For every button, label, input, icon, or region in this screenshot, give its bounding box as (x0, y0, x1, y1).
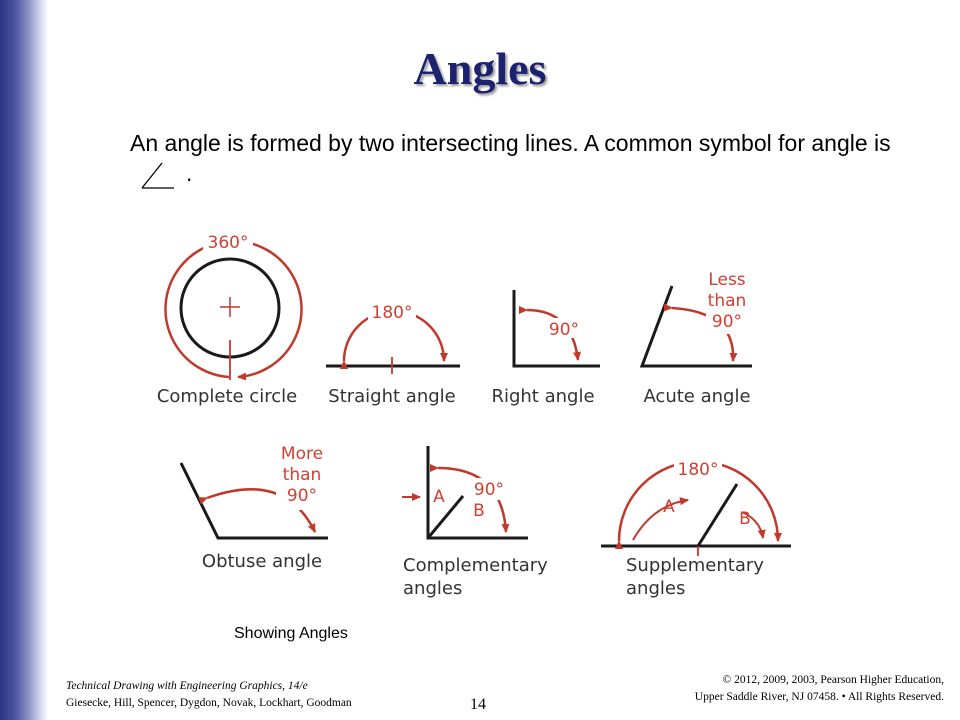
label-360: 360° (207, 233, 249, 253)
footer-copyright (695, 672, 944, 706)
label-complete-circle: Complete circle (156, 386, 298, 407)
label-180-supplementary: 180° (677, 460, 719, 480)
label-straight-angle: Straight angle (328, 386, 456, 407)
obtuse-angle-figure (181, 442, 328, 572)
straight-angle-figure (326, 300, 460, 407)
label-supplementary-2: angles (626, 578, 686, 599)
label-90-right: 90° (548, 320, 580, 340)
label-less: Less (708, 270, 746, 290)
footer-book-title: Technical Drawing with Engineering Graphics, 14/e (66, 680, 308, 692)
supplementary-divider (698, 484, 737, 546)
footer-copyright-line1: © 2012, 2009, 2003, Pearson Higher Education, (722, 674, 944, 686)
label-obtuse-angle: Obtuse angle (201, 551, 323, 572)
label-than-obtuse: than (282, 465, 322, 485)
label-acute-angle: Acute angle (643, 386, 751, 407)
label-complementary-1: Complementary (403, 555, 548, 576)
acute-angle-figure (642, 268, 752, 407)
label-a-complementary: A (433, 487, 445, 507)
label-90-acute: 90° (711, 312, 743, 332)
label-a-supplementary: A (663, 497, 675, 517)
figure-caption: Showing Angles (234, 625, 348, 642)
label-180: 180° (371, 303, 413, 323)
label-supplementary-1: Supplementary (626, 555, 764, 576)
supplementary-arc-a (633, 500, 688, 540)
page-number: 14 (470, 696, 486, 713)
footer-book-info (66, 678, 352, 712)
label-more: More (280, 444, 324, 464)
label-complementary-2: angles (403, 578, 463, 599)
complementary-angles-figure (402, 446, 548, 599)
slide-title: Angles (413, 43, 547, 94)
intro-text-end: . (186, 160, 193, 186)
label-b-supplementary: B (739, 509, 751, 529)
label-right-angle: Right angle (491, 386, 595, 407)
label-b-complementary: B (473, 501, 485, 521)
right-angle-figure (491, 290, 600, 407)
footer-authors: Giesecke, Hill, Spencer, Dygdon, Novak, Lockhart, Goodman (66, 697, 352, 709)
label-than-acute: than (707, 291, 747, 311)
label-90-complementary: 90° (473, 480, 505, 500)
intro-text-main: An angle is formed by two intersecting lines. A common symbol for angle is (130, 130, 891, 156)
footer-copyright-line2: Upper Saddle River, NJ 07458. • All Rights Reserved. (694, 691, 944, 703)
complete-circle-figure (157, 230, 302, 407)
label-90-obtuse: 90° (286, 486, 318, 506)
supplementary-angles-figure (601, 458, 791, 599)
